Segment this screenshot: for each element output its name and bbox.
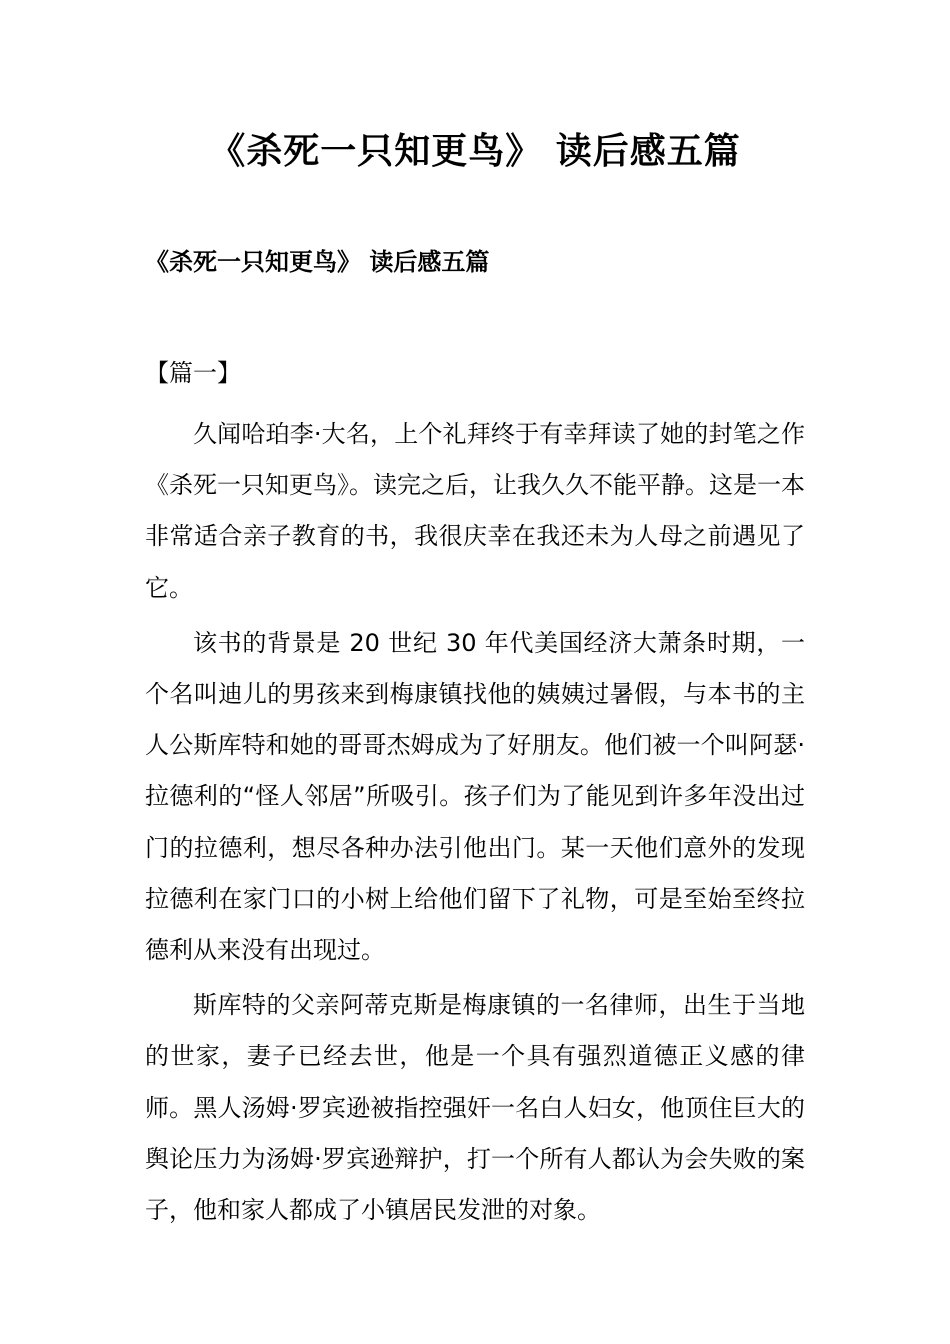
- paragraph: 该书的背景是 20 世纪 30 年代美国经济大萧条时期，一个名叫迪儿的男孩来到梅康镇找他的姨姨过暑假，与本书的主人公斯库特和她的哥哥杰姆成为了好朋友。他们被一个叫阿瑟·拉德利的“怪人邻居”所吸引。孩子们为了能见到许多年没出过门的拉德利，想尽各种办法引他出门。某一天他们意外的发现拉德利在家门口的小树上给他们留下了礼物，可是至始至终拉德利从来没有出现过。: [145, 628, 805, 965]
- paragraph: 久闻哈珀李·大名，上个礼拜终于有幸拜读了她的封笔之作《杀死一只知更鸟》。读完之后，让我久久不能平静。这是一本非常适合亲子教育的书，我很庆幸在我还未为人母之前遇见了它。: [145, 420, 805, 602]
- document-title: 《杀死一只知更鸟》 读后感五篇: [209, 131, 741, 172]
- paragraph: 斯库特的父亲阿蒂克斯是梅康镇的一名律师，出生于当地的世家，妻子已经去世，他是一个具有强烈道德正义感的律师。黑人汤姆·罗宾逊被指控强奸一名白人妇女，他顶住巨大的舆论压力为汤姆·罗宾逊辩护，打一个所有人都认为会失败的案子，他和家人都成了小镇居民发泄的对象。: [145, 991, 805, 1225]
- section-heading: 【篇一】: [145, 359, 241, 387]
- body-text: [145, 409, 805, 1240]
- document-subtitle: 《杀死一只知更鸟》 读后感五篇: [145, 248, 490, 276]
